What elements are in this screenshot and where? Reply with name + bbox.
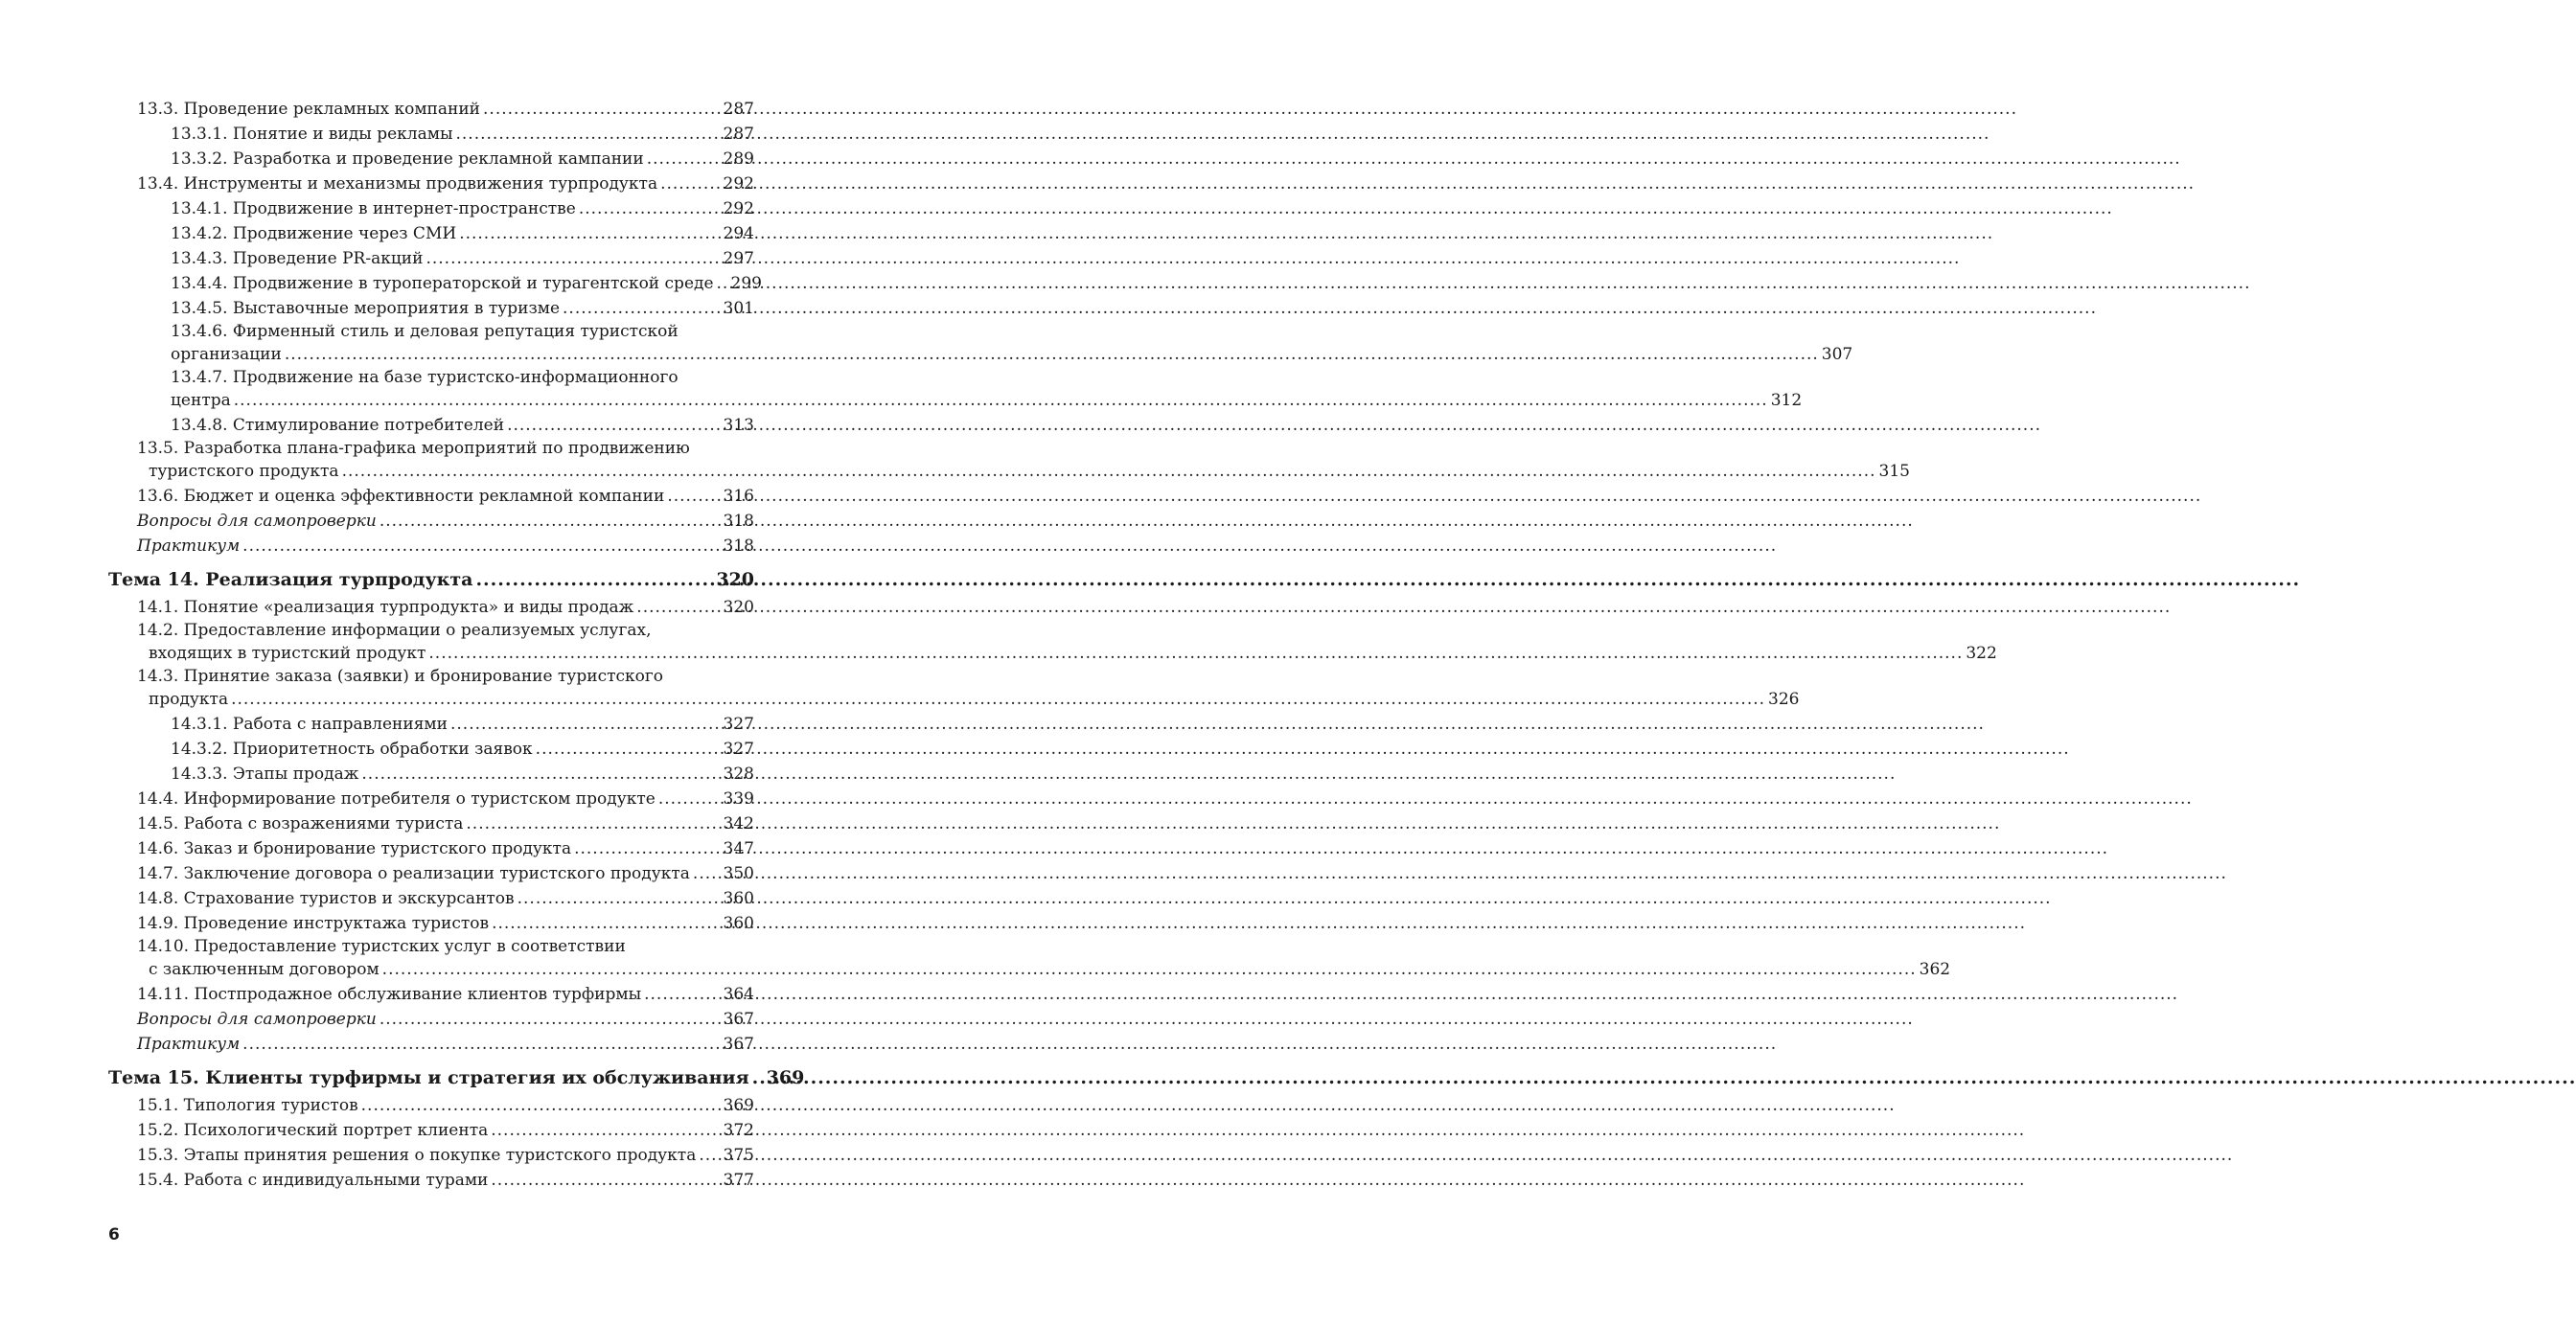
toc-entry: [108, 1167, 754, 1192]
dot-leader: [450, 713, 721, 736]
toc-entry-title: 13.5. Разработка плана-графика мероприятий по продвижению: [137, 439, 690, 458]
toc-entry: [108, 245, 754, 270]
dot-leader: [660, 172, 720, 195]
dot-leader: [658, 788, 721, 810]
dot-leader: [231, 688, 1765, 711]
toc-entry-title: 15.4. Работа с индивидуальными турами: [137, 1171, 489, 1190]
toc-page-number: 347: [723, 839, 754, 858]
toc-entry-title-continued: центра: [171, 391, 231, 410]
dot-leader: [459, 222, 720, 245]
toc-entry-title: 14.7. Заключение договора о реализации туристского продукта: [137, 864, 690, 883]
toc-entry: [108, 1142, 754, 1167]
toc-entry-title: 14.8. Страхование туристов и экскурсантов: [137, 889, 515, 908]
toc-page-number: 287: [723, 125, 754, 144]
toc-entry-title: 13.4.4. Продвижение в туроператорской и турагентской среде: [171, 274, 714, 293]
toc-entry: [108, 1006, 754, 1031]
toc-entry-title-continued: входящих в туристский продукт: [149, 644, 426, 663]
dot-leader: [285, 343, 1819, 366]
toc-entry: [108, 195, 754, 220]
toc-entry-title: 14.11. Постпродажное обслуживание клиентов турфирмы: [137, 985, 642, 1004]
toc-entry-title: 13.4.2. Продвижение через СМИ: [171, 224, 457, 243]
toc-page-number: 372: [723, 1121, 754, 1140]
toc-entry-title: Практикум: [137, 1035, 241, 1054]
toc-entry: [108, 220, 754, 245]
toc-page-number: 367: [723, 1010, 754, 1029]
dot-leader: [717, 272, 728, 295]
toc-page-number: 369: [723, 1096, 754, 1115]
toc-entry-title: 13.3. Проведение рекламных компаний: [137, 100, 481, 119]
toc-entry-title: 14.2. Предоставление информации о реализуемых услугах,: [137, 621, 652, 640]
toc-entry: [108, 1092, 754, 1117]
dot-leader: [475, 567, 713, 592]
toc-entry-title: 13.4.6. Фирменный стиль и деловая репутация туристской: [171, 322, 678, 341]
toc-entry-title: 14.3.1. Работа с направлениями: [171, 715, 448, 734]
toc-page-number: 360: [723, 914, 754, 933]
toc-page-number: 320: [716, 569, 754, 590]
toc-entry-title: 15.1. Типология туристов: [137, 1096, 358, 1115]
dot-leader: [361, 1094, 721, 1117]
toc-page-number: 375: [723, 1146, 754, 1165]
toc-entry: [108, 270, 762, 295]
toc-page-number: 318: [723, 536, 754, 556]
table-of-contents: [108, 96, 1997, 1192]
toc-page-number: 315: [1878, 462, 1910, 481]
toc-entry: [108, 860, 754, 885]
toc-page-number: 326: [1768, 690, 1800, 709]
dot-leader: [426, 247, 720, 270]
toc-entry-title: 14.9. Проведение инструктажа туристов: [137, 914, 490, 933]
dot-leader: [466, 812, 720, 835]
dot-leader: [647, 148, 721, 171]
dot-leader: [574, 837, 720, 860]
toc-entry: [108, 320, 1853, 366]
toc-entry: [108, 910, 754, 935]
toc-entry-title: 14.10. Предоставление туристских услуг в соответствии: [137, 937, 626, 956]
toc-topic-title: Тема 15. Клиенты турфирмы и стратегия их обслуживания: [108, 1067, 749, 1088]
dot-leader: [428, 642, 1963, 665]
dot-leader: [491, 1169, 720, 1192]
toc-entry-title-continued: с заключенным договором: [149, 960, 380, 979]
toc-entry: [108, 483, 754, 508]
toc-page-number: 313: [723, 416, 754, 435]
dot-leader: [491, 1119, 720, 1142]
toc-entry: [108, 835, 754, 860]
toc-entry-title: 13.6. Бюджет и оценка эффективности рекламной компании: [137, 487, 665, 506]
dot-leader: [483, 98, 721, 121]
dot-leader: [361, 763, 720, 786]
toc-entry: [108, 885, 754, 910]
toc-page-number: 327: [723, 740, 754, 759]
toc-entry-title: Практикум: [137, 536, 241, 556]
toc-page-number: 292: [723, 174, 754, 194]
toc-entry-title: 14.3.3. Этапы продаж: [171, 765, 359, 784]
dot-leader: [579, 197, 721, 220]
toc-entry: [108, 594, 754, 619]
dot-leader: [382, 958, 1917, 981]
toc-entry-title: 13.4.3. Проведение PR-акций: [171, 249, 424, 268]
toc-page-number: 377: [723, 1171, 754, 1190]
toc-entry: [108, 121, 754, 146]
toc-entry-title-continued: организации: [171, 345, 282, 364]
dot-leader: [536, 738, 721, 761]
toc-entry-title: 13.4.7. Продвижение на базе туристско-информационного: [171, 368, 678, 387]
toc-entry: [108, 665, 1800, 711]
toc-page-number: 369: [766, 1067, 805, 1088]
toc-entry: [108, 810, 754, 835]
toc-entry: [108, 935, 1951, 981]
toc-entry-title: Вопросы для самопроверки: [137, 512, 377, 531]
toc-page-number: 301: [723, 299, 754, 318]
dot-leader: [242, 1033, 720, 1056]
dot-leader: [667, 485, 720, 508]
dot-leader: [342, 460, 1876, 483]
page-number: 6: [108, 1225, 120, 1244]
toc-entry: [108, 619, 1997, 665]
dot-leader: [644, 983, 720, 1006]
toc-entry-title: 14.3. Принятие заказа (заявки) и бронирование туристского: [137, 667, 664, 686]
toc-entry-title: 14.1. Понятие «реализация турпродукта» и виды продаж: [137, 598, 634, 617]
toc-entry: [108, 786, 754, 810]
toc-page-number: 362: [1919, 960, 1951, 979]
toc-entry: [108, 533, 754, 558]
dot-leader: [699, 1144, 720, 1167]
toc-entry: [108, 412, 754, 437]
toc-entry-title: 13.3.2. Разработка и проведение рекламной кампании: [171, 149, 644, 169]
toc-page-number: 327: [723, 715, 754, 734]
toc-entry: [108, 437, 1910, 483]
toc-entry-title: 15.2. Психологический портрет клиента: [137, 1121, 489, 1140]
toc-entry-title: 14.4. Информирование потребителя о туристском продукте: [137, 789, 656, 809]
toc-page-number: 318: [723, 512, 754, 531]
dot-leader: [518, 887, 721, 910]
dot-leader: [234, 389, 1768, 412]
toc-entry-title: 13.4. Инструменты и механизмы продвижения турпродукта: [137, 174, 658, 194]
toc-entry: [108, 761, 754, 786]
toc-entry: [108, 736, 754, 761]
toc-entry-title: 15.3. Этапы принятия решения о покупке туристского продукта: [137, 1146, 697, 1165]
toc-entry-title: 13.4.5. Выставочные мероприятия в туризме: [171, 299, 561, 318]
toc-page-number: 367: [723, 1035, 754, 1054]
toc-entry: [108, 146, 754, 171]
toc-page-number: 360: [723, 889, 754, 908]
toc-topic-title: Тема 14. Реализация турпродукта: [108, 569, 473, 590]
toc-entry-title-continued: продукта: [149, 690, 229, 709]
toc-page-number: 299: [730, 274, 762, 293]
dot-leader: [492, 912, 720, 935]
dot-leader: [693, 862, 721, 885]
dot-leader: [242, 535, 720, 558]
toc-entry: [108, 981, 754, 1006]
toc-page-number: 320: [723, 598, 754, 617]
toc-entry-title: 14.5. Работа с возражениями туриста: [137, 814, 464, 833]
toc-page-number: 339: [723, 789, 754, 809]
toc-entry: [108, 711, 754, 736]
toc-entry: [108, 295, 754, 320]
toc-entry: [108, 1031, 754, 1056]
dot-leader: [752, 1065, 764, 1090]
toc-entry-title: 13.3.1. Понятие и виды рекламы: [171, 125, 453, 144]
dot-leader: [507, 414, 720, 437]
dot-leader: [380, 510, 721, 533]
toc-page-number: 312: [1770, 391, 1803, 410]
toc-page-number: 307: [1821, 345, 1853, 364]
toc-entry: [108, 171, 754, 195]
toc-page-number: 322: [1966, 644, 1997, 663]
dot-leader: [563, 297, 721, 320]
dot-leader: [456, 123, 721, 146]
toc-topic-heading: [108, 565, 754, 592]
toc-page-number: 289: [723, 149, 754, 169]
dot-leader: [380, 1008, 721, 1031]
toc-page-number: 297: [723, 249, 754, 268]
toc-page-number: 294: [723, 224, 754, 243]
toc-entry: [108, 1117, 754, 1142]
toc-page-number: 292: [723, 199, 754, 218]
toc-page-number: 328: [723, 765, 754, 784]
toc-entry: [108, 96, 754, 121]
toc-entry: [108, 366, 1803, 412]
toc-page-number: 316: [723, 487, 754, 506]
toc-page-number: 287: [723, 100, 754, 119]
toc-entry-title: 14.3.2. Приоритетность обработки заявок: [171, 740, 533, 759]
toc-page-number: 350: [723, 864, 754, 883]
toc-page-number: 364: [723, 985, 754, 1004]
toc-entry-title: Вопросы для самопроверки: [137, 1010, 377, 1029]
toc-entry-title: 13.4.8. Стимулирование потребителей: [171, 416, 505, 435]
dot-leader: [636, 596, 720, 619]
toc-entry-title: 14.6. Заказ и бронирование туристского продукта: [137, 839, 572, 858]
toc-entry-title: 13.4.1. Продвижение в интернет-пространстве: [171, 199, 576, 218]
toc-topic-heading: [108, 1063, 805, 1090]
toc-page-number: 342: [723, 814, 754, 833]
toc-entry: [108, 508, 754, 533]
toc-entry-title-continued: туристского продукта: [149, 462, 339, 481]
